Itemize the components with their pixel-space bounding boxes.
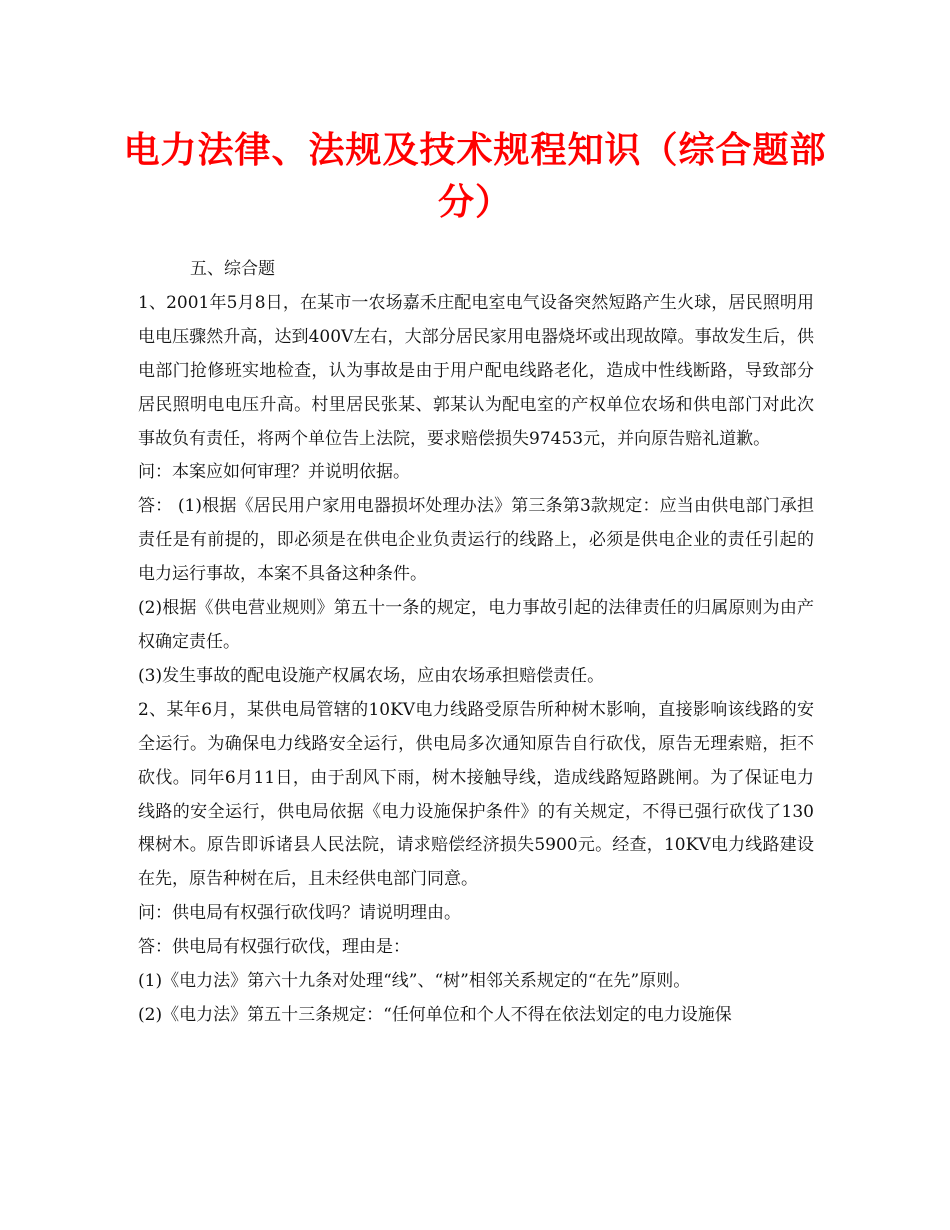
paragraph: (2)《电力法》第五十三条规定：“任何单位和个人不得在依法划定的电力设施保: [138, 1004, 732, 1025]
paragraph: (1)《电力法》第六十九条对处理“线”、“树”相邻关系规定的“在先”原则。: [138, 971, 691, 992]
paragraph: (3)发生事故的配电设施产权属农场，应由农场承担赔偿责任。: [138, 665, 605, 686]
paragraph: (2)根据《供电营业规则》第五十一条的规定，电力事故引起的法律责任的归属原则为由产权确定责任。: [138, 598, 814, 652]
paragraph: 1、2001年5月8日，在某市一农场嘉禾庄配电室电气设备突然短路产生火球，居民照明用电电压骤然升高，达到400V左右，大部分居民家用电器烧坏或出现故障。事故发生后，供电部门抢修班实地检查，认为事故是由于用户配电线路老化，造成中性线断路，导致部分居民照明电电压升高。村里居民张某、郭某认为配电室的产权单位农场和供电部门对此次事故负有责任，将两个单位告上法院，要求赔偿损失97453元，并向原告赔礼道歉。: [138, 292, 814, 449]
paragraph: 问：本案应如何审理？并说明依据。: [138, 462, 410, 483]
document-title: 电力法律、法规及技术规程知识（综合题部分）: [123, 129, 827, 223]
paragraph: 答：供电局有权强行砍伐，理由是：: [138, 937, 410, 958]
paragraph: 2、某年6月，某供电局管辖的10KV电力线路受原告所种树木影响，直接影响该线路的安全运行。为确保电力线路安全运行，供电局多次通知原告自行砍伐，原告无理索赔，拒不砍伐。同年6月11日，由于刮风下雨，树木接触导线，造成线路短路跳闸。为了保证电力线路的安全运行，供电局依据《电力设施保护条件》的有关规定，不得已强行砍伐了130棵树木。原告即诉诸县人民法院，请求赔偿经济损失5900元。经查，10KV电力线路建设在先，原告种树在后，且未经供电部门同意。: [138, 699, 814, 890]
document-body: [138, 253, 814, 1033]
paragraph: 问：供电局有权强行砍伐吗？请说明理由。: [138, 903, 461, 924]
section-heading: 五、综合题: [190, 259, 275, 279]
paragraph: 答： (1)根据《居民用户家用电器损坏处理办法》第三条第3款规定：应当由供电部门承担责任是有前提的，即必须是在供电企业负责运行的线路上，必须是供电企业的责任引起的电力运行事故，本案不具备这种条件。: [138, 496, 814, 585]
